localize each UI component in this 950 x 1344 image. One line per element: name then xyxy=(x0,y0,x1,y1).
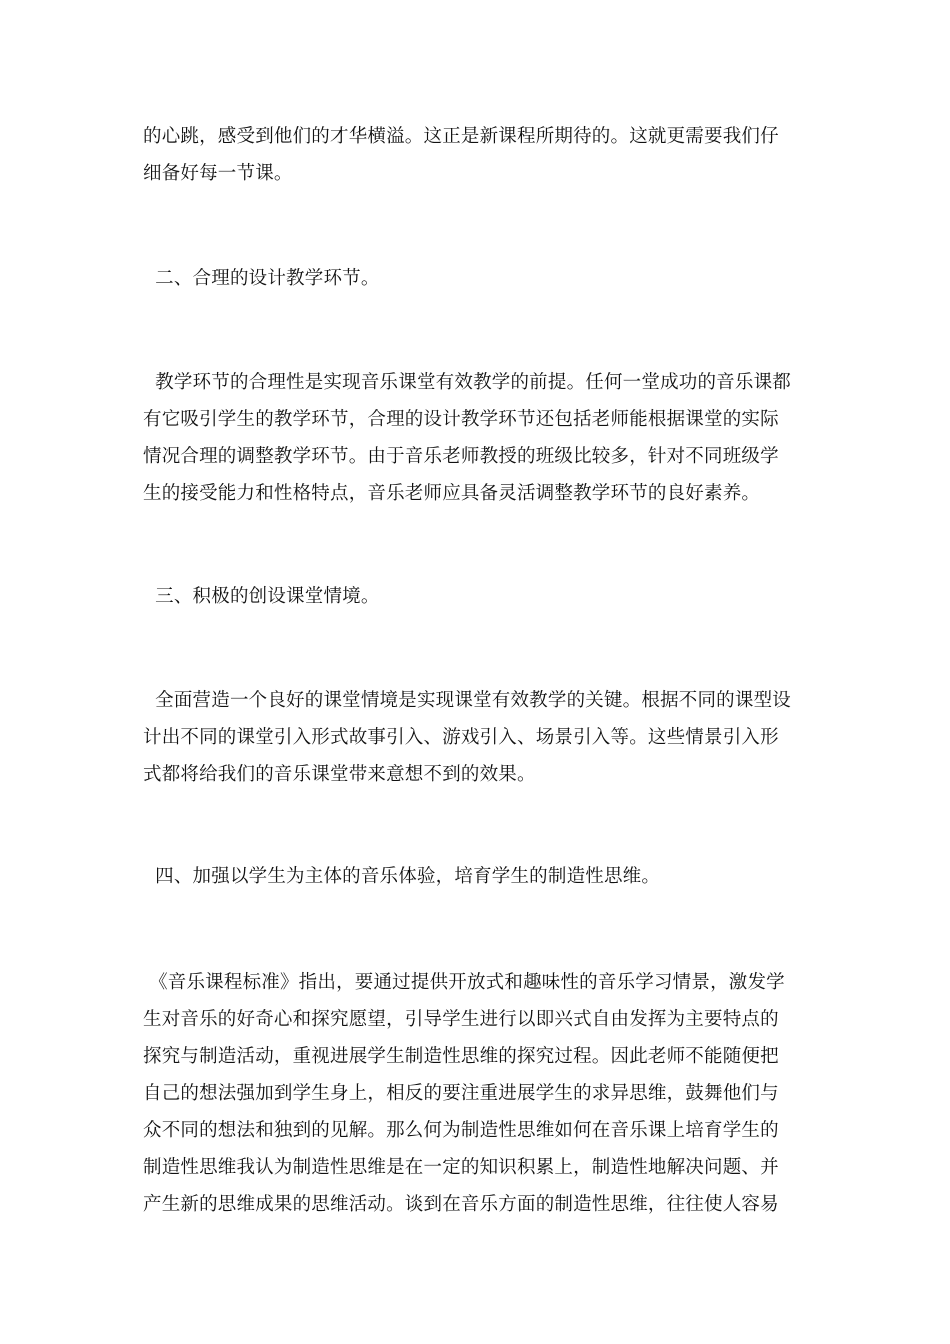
paragraph-classroom-context xyxy=(143,682,815,793)
text-line: 全面营造一个良好的课堂情境是实现课堂有效教学的关键。根据不同的课型设 xyxy=(143,690,791,711)
text-line: 生对音乐的好奇心和探究愿望，引导学生进行以即兴式自由发挥为主要特点的 xyxy=(143,1009,779,1030)
text-line: 《音乐课程标准》指出，要通过提供开放式和趣味性的音乐学习情景，激发学 xyxy=(143,972,785,993)
text-line: 情况合理的调整教学环节。由于音乐老师教授的班级比较多，针对不同班级学 xyxy=(143,446,779,467)
text-line: 式都将给我们的音乐课堂带来意想不到的效果。 xyxy=(143,764,536,785)
paragraph-continuation xyxy=(143,118,815,192)
text-line: 计出不同的课堂引入形式故事引入、游戏引入、场景引入等。这些情景引入形 xyxy=(143,727,779,748)
text-line: 的心跳，感受到他们的才华横溢。这正是新课程所期待的。这就更需要我们仔 xyxy=(143,126,779,147)
heading-text: 二、合理的设计教学环节。 xyxy=(143,268,380,289)
text-line: 众不同的想法和独到的见解。那么何为制造性思维如何在音乐课上培育学生的 xyxy=(143,1120,779,1141)
section-heading-4 xyxy=(143,858,815,895)
heading-text: 四、加强以学生为主体的音乐体验，培育学生的制造性思维。 xyxy=(143,866,661,887)
text-line: 自己的想法强加到学生身上，相反的要注重进展学生的求异思维，鼓舞他们与 xyxy=(143,1083,779,1104)
text-line: 产生新的思维成果的思维活动。谈到在音乐方面的制造性思维，往往使人容易 xyxy=(143,1194,779,1215)
text-line: 细备好每一节课。 xyxy=(143,163,293,184)
section-heading-3 xyxy=(143,578,815,615)
text-line: 有它吸引学生的教学环节，合理的设计教学环节还包括老师能根据课堂的实际 xyxy=(143,409,779,430)
text-line: 探究与制造活动，重视进展学生制造性思维的探究过程。因此老师不能随便把 xyxy=(143,1046,779,1067)
text-line: 教学环节的合理性是实现音乐课堂有效教学的前提。任何一堂成功的音乐课都 xyxy=(143,372,791,393)
text-line: 生的接受能力和性格特点，音乐老师应具备灵活调整教学环节的良好素养。 xyxy=(143,483,761,504)
text-line: 制造性思维我认为制造性思维是在一定的知识积累上，制造性地解决问题、并 xyxy=(143,1157,779,1178)
paragraph-teaching-steps xyxy=(143,364,815,512)
paragraph-creative-thinking xyxy=(143,964,815,1223)
heading-text: 三、积极的创设课堂情境。 xyxy=(143,586,380,607)
section-heading-2 xyxy=(143,260,815,297)
